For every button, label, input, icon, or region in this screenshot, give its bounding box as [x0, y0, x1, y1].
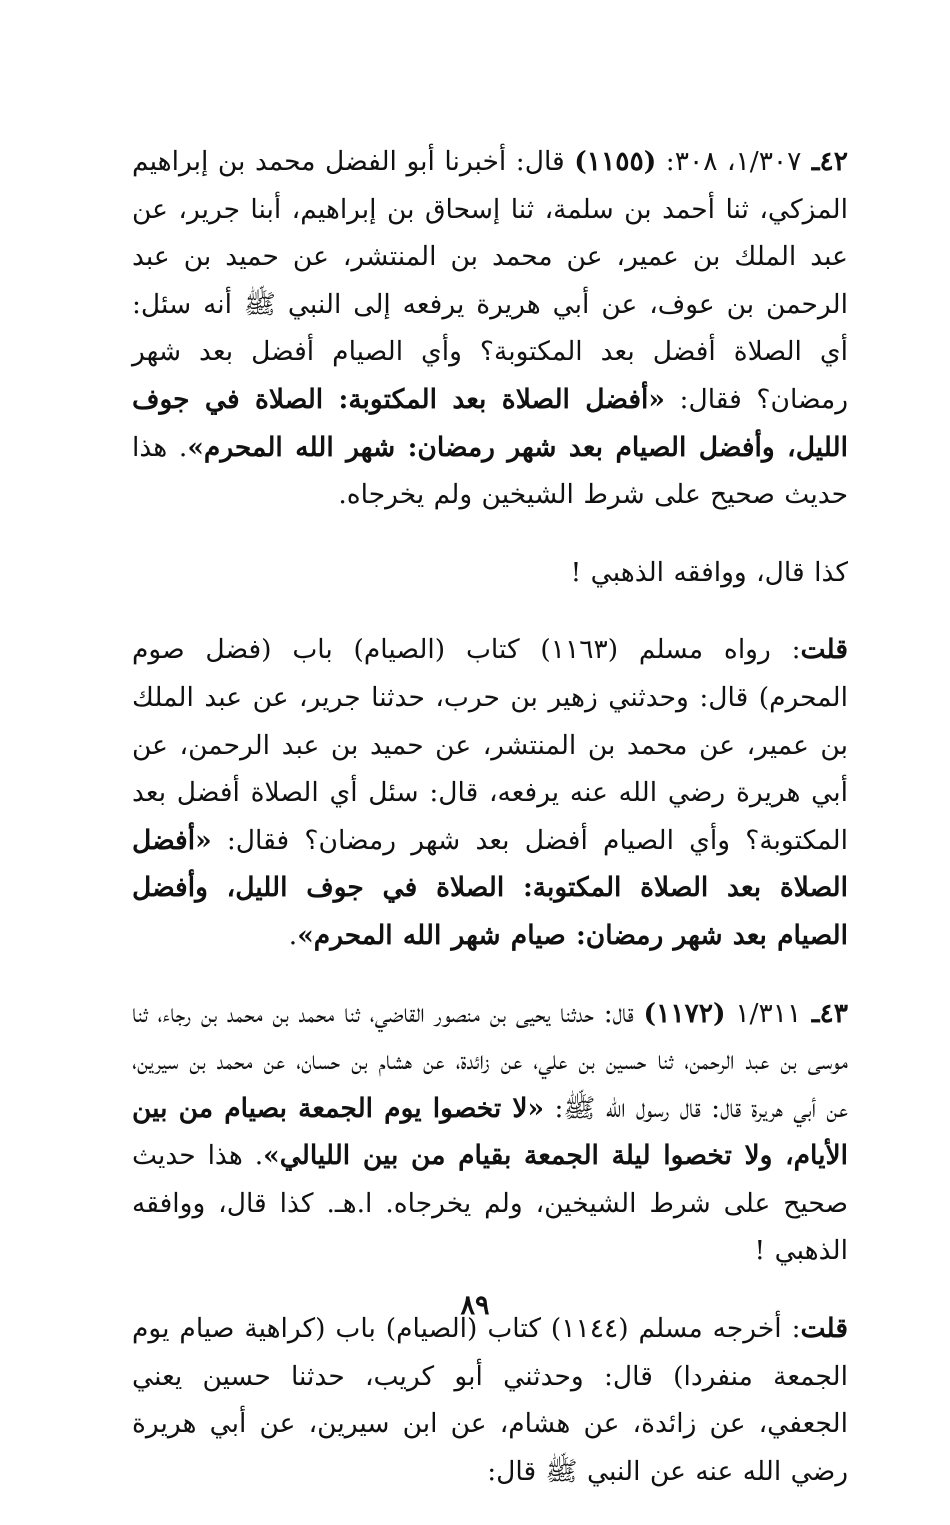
- text-segment: كذا قال، ووافقه الذهبي !: [570, 556, 848, 588]
- bold-text-segment: (١١٥٥): [574, 146, 657, 177]
- text-segment: قال: أخبرنا أبو الفضل محمد بن إبراهيم المزكي، ثنا أحمد بن سلمة، ثنا إسحاق بن إبراهيم، أبنا جرير، عن عبد الملك بن عمير، عن محمد بن المنتشر، عن حميد بن عبد الرحمن بن عوف، عن أبي هريرة يرفعه إلى النبي ﷺ أنه سئل: أي الصلاة أفضل بعد المكتوبة؟ وأي الصيام أفضل بعد شهر رمضان؟ فقال:: [132, 146, 848, 415]
- hadith-42: [132, 138, 848, 519]
- hadith-43: [132, 990, 848, 1276]
- bold-text-segment: قلت: [800, 1313, 848, 1345]
- text-segment: ١/٣١١: [725, 997, 802, 1029]
- text-segment: : رواه مسلم (١١٦٣) كتاب (الصيام) باب (فضل صوم المحرم) قال: وحدثني زهير بن حرب، حدثنا جرير، عن عبد الملك بن عمير، عن محمد بن المنتشر، عن حميد بن عبد الرحمن، عن أبي هريرة رضي الله عنه يرفعه، قال: سئل أي الصلاة أفضل بعد المكتوبة؟ وأي الصيام أفضل بعد شهر رمضان؟ فقال:: [132, 634, 848, 856]
- text-segment: : أخرجه مسلم (١١٤٤) كتاب (الصيام) باب (كراهية صيام يوم الجمعة منفردا) قال: وحدثني أبو كريب، حدثنا حسين يعني الجعفي، عن زائدة، عن هشام، عن ابن سيرين، عن أبي هريرة رضي الله عنه عن النبي ﷺ قال:: [132, 1313, 848, 1487]
- text-segment: .: [288, 919, 298, 951]
- page-number: ٨٩: [460, 1290, 490, 1321]
- bold-text-segment: ٤٣ـ: [801, 997, 848, 1029]
- text-segment: . هذا حديث صحيح على شرط الشيخين، ولم يخرجاه. ا.هـ. كذا قال، ووافقه الذهبي !: [132, 1140, 848, 1267]
- bold-text-segment: قلت: [800, 634, 848, 666]
- bold-text-segment: «أفضل الصلاة بعد الصلاة المكتوبة: الصلاة في جوف الليل، وأفضل الصيام بعد شهر رمضان: صيام شهر الله المحرم»: [132, 824, 848, 951]
- hadith-42-note: [132, 549, 848, 597]
- bold-text-segment: «لا تخصوا يوم الجمعة بصيام من بين الأيام، ولا تخصوا ليلة الجمعة بقيام من بين الليالي»: [132, 1092, 848, 1172]
- hadith-42-commentary: [132, 626, 848, 959]
- text-segment: . هذا حديث صحيح على شرط الشيخين ولم يخرجاه.: [132, 431, 848, 511]
- text-segment: قال: حدثنا يحيى بن منصور القاضي، ثنا محمد بن محمد بن رجاء، ثنا موسى بن عبد الرحمن، ثنا حسين بن علي، عن زائدة، عن هشام بن حسان، عن محمد بن سيرين، عن أبي هريرة قال: قال رسول الله ﷺ:: [132, 997, 848, 1124]
- text-segment: ١/٣٠٧، ٣٠٨:: [656, 146, 802, 177]
- bold-text-segment: «أفضل الصلاة بعد المكتوبة: الصلاة في جوف الليل، وأفضل الصيام بعد شهر رمضان: شهر الله المحرم»: [132, 383, 848, 463]
- bold-text-segment: (١١٧٢): [643, 997, 726, 1029]
- hadith-43-commentary: [132, 1305, 848, 1495]
- bold-text-segment: ٤٢ـ: [801, 146, 848, 177]
